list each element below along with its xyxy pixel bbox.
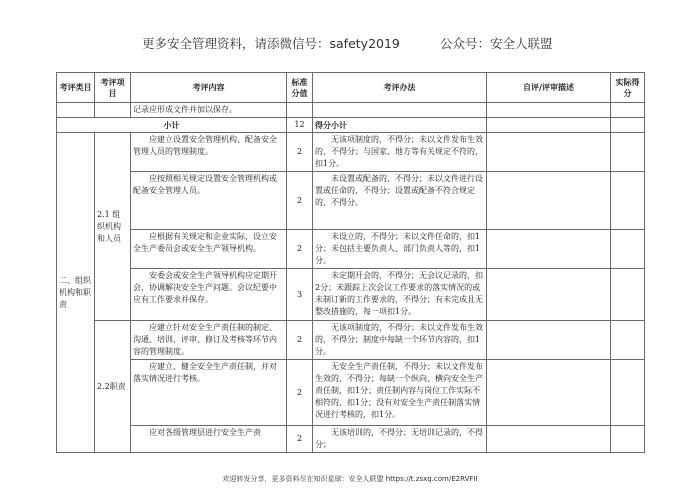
col-header-self-eval: 自评/评审描述 bbox=[487, 73, 611, 103]
page-header bbox=[0, 34, 700, 56]
header-gzh-text: 公众号：安全人联盟 bbox=[440, 36, 553, 51]
col-header-category: 考评类目 bbox=[57, 73, 95, 103]
carry-over-row bbox=[57, 103, 645, 118]
table-row bbox=[57, 172, 645, 230]
row-score: 2 bbox=[287, 230, 313, 269]
item-2-1-cell: 2.1 组织机构和人员 bbox=[95, 133, 131, 321]
table-row bbox=[57, 269, 645, 321]
row-method: 无该项制度的，不得分；未以文件发布生效的，不得分；与国家、地方等有关规定不符的，扣1分。 bbox=[313, 133, 487, 172]
row-content: 安委会或安全生产领导机构应定期开会，协调解决安全生产问题。会议纪要中应有工作要求并保存。 bbox=[131, 269, 287, 321]
row-method: 未定期开会的，不得分；无会议记录的，扣2分；未跟踪上次会议工作要求的落实情况的或未制订新的工作要求的，不得分；有未完成且无整改措施的，每一项扣1分。 bbox=[313, 269, 487, 321]
table-row bbox=[57, 360, 645, 426]
row-score: 2 bbox=[287, 426, 313, 453]
table-row bbox=[57, 426, 645, 453]
row-content: 应建立针对安全生产责任制的制定、沟通、培训、评审、修订及考核等环节内容的管理制度。 bbox=[131, 321, 287, 360]
row-score: 3 bbox=[287, 269, 313, 321]
subtotal-method: 得分小计 bbox=[313, 118, 487, 133]
col-header-content: 考评内容 bbox=[131, 73, 287, 103]
table-header-row bbox=[57, 73, 645, 103]
header-wechat-text: 更多安全管理资料，请添微信号：safety2019 bbox=[142, 36, 400, 51]
subtotal-row bbox=[57, 118, 645, 133]
table-row bbox=[57, 230, 645, 269]
row-method: 无安全生产责任制，不得分；未以文件发布生效的，不得分；每缺一个纵向、横向安全生产责任制，扣1分；责任制内容与岗位工作实际不相符的，扣1分；没有对安全生产责任制落实情况进行考核的，扣1分。 bbox=[313, 360, 487, 426]
subtotal-score: 12 bbox=[287, 118, 313, 133]
evaluation-table bbox=[56, 72, 645, 453]
carry-over-content: 记录应形成文件并加以保存。 bbox=[131, 103, 287, 118]
row-content: 应对各级管理层进行安全生产责 bbox=[131, 426, 287, 453]
row-method: 无该培训的，不得分；无培训记录的，不得分； bbox=[313, 426, 487, 453]
col-header-score: 标准分值 bbox=[287, 73, 313, 103]
col-header-item: 考评项目 bbox=[95, 73, 131, 103]
row-content: 应建立、健全安全生产责任制，并对落实情况进行考核。 bbox=[131, 360, 287, 426]
row-content: 应根据有关规定和企业实际，设立安全生产委员会或安全生产领导机构。 bbox=[131, 230, 287, 269]
row-method: 无该项制度的，不得分；未以文件发布生效的，不得分；制度中每缺一个环节内容的，扣1分。 bbox=[313, 321, 487, 360]
table-row bbox=[57, 133, 645, 172]
row-score: 2 bbox=[287, 172, 313, 230]
page-footer: 欢迎转发分享，更多资料尽在知识星球：安全人联盟 https://t.zsxq.com/E2RVFII bbox=[222, 475, 478, 483]
row-score: 2 bbox=[287, 360, 313, 426]
row-score: 2 bbox=[287, 321, 313, 360]
row-content: 应按照相关规定设置安全管理机构或配备安全管理人员。 bbox=[131, 172, 287, 230]
row-score: 2 bbox=[287, 133, 313, 172]
row-content: 应建立设置安全管理机构、配备安全管理人员的管理制度。 bbox=[131, 133, 287, 172]
item-2-2-cell: 2.2职责 bbox=[95, 321, 131, 453]
table-row bbox=[57, 321, 645, 360]
col-header-actual: 实际得分 bbox=[611, 73, 645, 103]
category-2-cell: 二、组织机构和职责 bbox=[57, 133, 95, 453]
col-header-method: 考评办法 bbox=[313, 73, 487, 103]
subtotal-label: 小计 bbox=[57, 118, 287, 133]
row-method: 未设置或配备的，不得分；未以文件进行设置或任命的，不得分；设置或配备不符合规定的，不得分。 bbox=[313, 172, 487, 230]
row-method: 未设立的，不得分；未以文件任命的，扣1分；未包括主要负责人、部门负责人等的，扣1分。 bbox=[313, 230, 487, 269]
